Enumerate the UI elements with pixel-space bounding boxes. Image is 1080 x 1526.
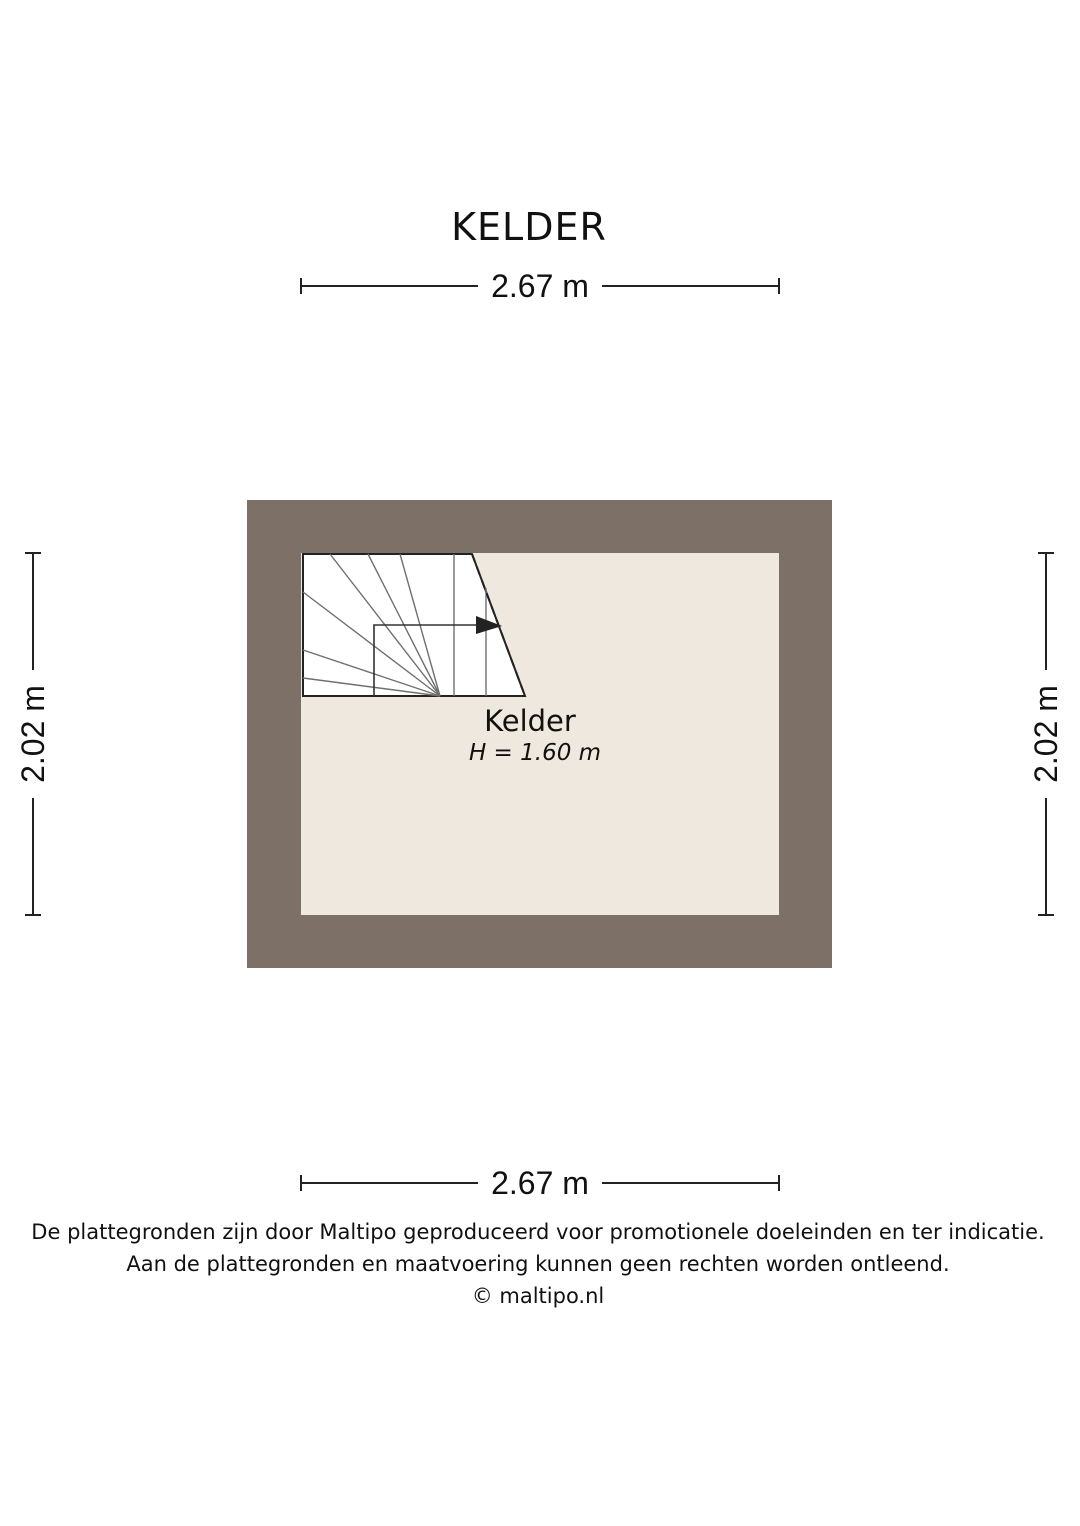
floor-title: KELDER [451,205,607,249]
dimension-height-right-label: 2.02 m [1028,685,1064,783]
room-name: Kelder [484,704,576,738]
disclaimer-line-2: Aan de plattegronden en maatvoering kunnen geen rechten worden ontleend. [126,1252,950,1276]
disclaimer-line-1: De plattegronden zijn door Maltipo geproduceerd voor promotionele doeleinden en ter indicatie. [31,1220,1045,1244]
dimension-height-left-label: 2.02 m [15,685,51,783]
copyright-link[interactable]: © maltipo.nl [471,1284,605,1308]
room-height: H = 1.60 m [468,740,602,766]
disclaimer [0,1216,1076,1312]
dimension-width-bottom-label: 2.67 m [491,1165,589,1201]
dimension-width-bottom [300,1163,780,1203]
dimension-width-top-label: 2.67 m [491,268,589,304]
